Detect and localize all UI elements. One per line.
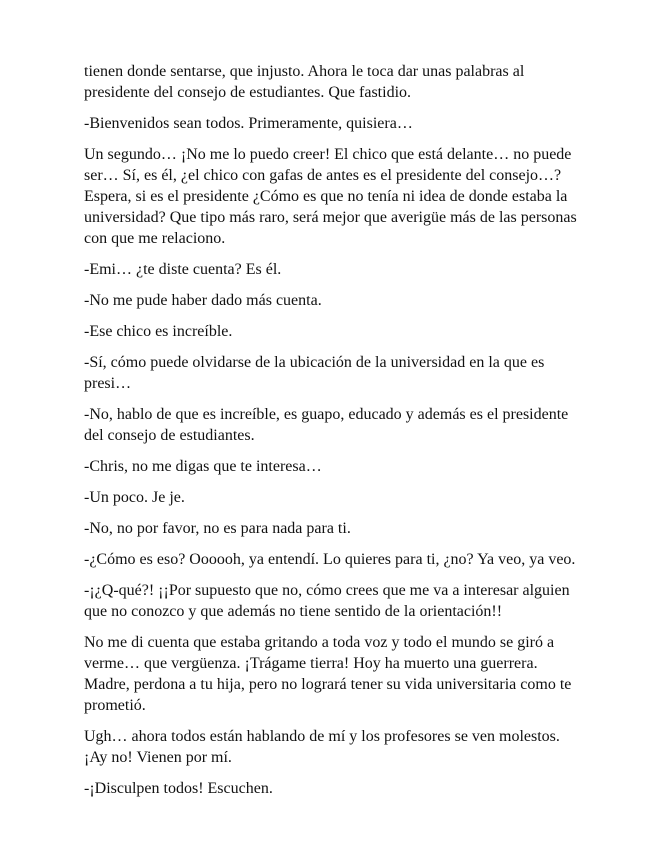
paragraph: -Chris, no me digas que te interesa… <box>84 458 322 475</box>
paragraph: -¿Cómo es eso? Oooooh, ya entendí. Lo quieres para ti, ¿no? Ya veo, ya veo. <box>84 551 576 568</box>
paragraph: -Un poco. Je je. <box>84 489 185 506</box>
paragraph: Ugh… ahora todos están hablando de mí y los profesores se ven molestos. ¡Ay no! Vienen por mí. <box>84 728 560 766</box>
paragraph: -Sí, cómo puede olvidarse de la ubicación de la universidad en la que es presi… <box>84 354 545 392</box>
paragraph: -Bienvenidos sean todos. Primeramente, quisiera… <box>84 115 413 132</box>
document-body <box>84 61 587 799</box>
paragraph: -Ese chico es increíble. <box>84 323 233 340</box>
paragraph: -No me pude haber dado más cuenta. <box>84 292 322 309</box>
paragraph: tienen donde sentarse, que injusto. Ahora le toca dar unas palabras al presidente del consejo de estudiantes. Que fastidio. <box>84 63 525 101</box>
paragraph: -¡¿Q-qué?! ¡¡Por supuesto que no, cómo crees que me va a interesar alguien que no conozco y que además no tiene sentido de la orientación!! <box>84 582 570 620</box>
paragraph: Un segundo… ¡No me lo puedo creer! El chico que está delante… no puede ser… Sí, es él, ¿el chico con gafas de antes es el presidente del consejo…? Espera, si es el presidente ¿Cómo es que no tenía ni idea de donde estaba la universidad? Que tipo más raro, será mejor que averigüe más de las personas con que me relaciono. <box>84 146 577 247</box>
paragraph: -No, no por favor, no es para nada para ti. <box>84 520 351 537</box>
paragraph: -¡Disculpen todos! Escuchen. <box>84 780 273 797</box>
paragraph: -Emi… ¿te diste cuenta? Es él. <box>84 261 282 278</box>
paragraph: No me di cuenta que estaba gritando a toda voz y todo el mundo se giró a verme… que vergüenza. ¡Trágame tierra! Hoy ha muerto una guerrera. Madre, perdona a tu hija, pero no logrará tener su vida universitaria como te prometió. <box>84 634 572 714</box>
paragraph: -No, hablo de que es increíble, es guapo, educado y además es el presidente del consejo de estudiantes. <box>84 406 569 444</box>
